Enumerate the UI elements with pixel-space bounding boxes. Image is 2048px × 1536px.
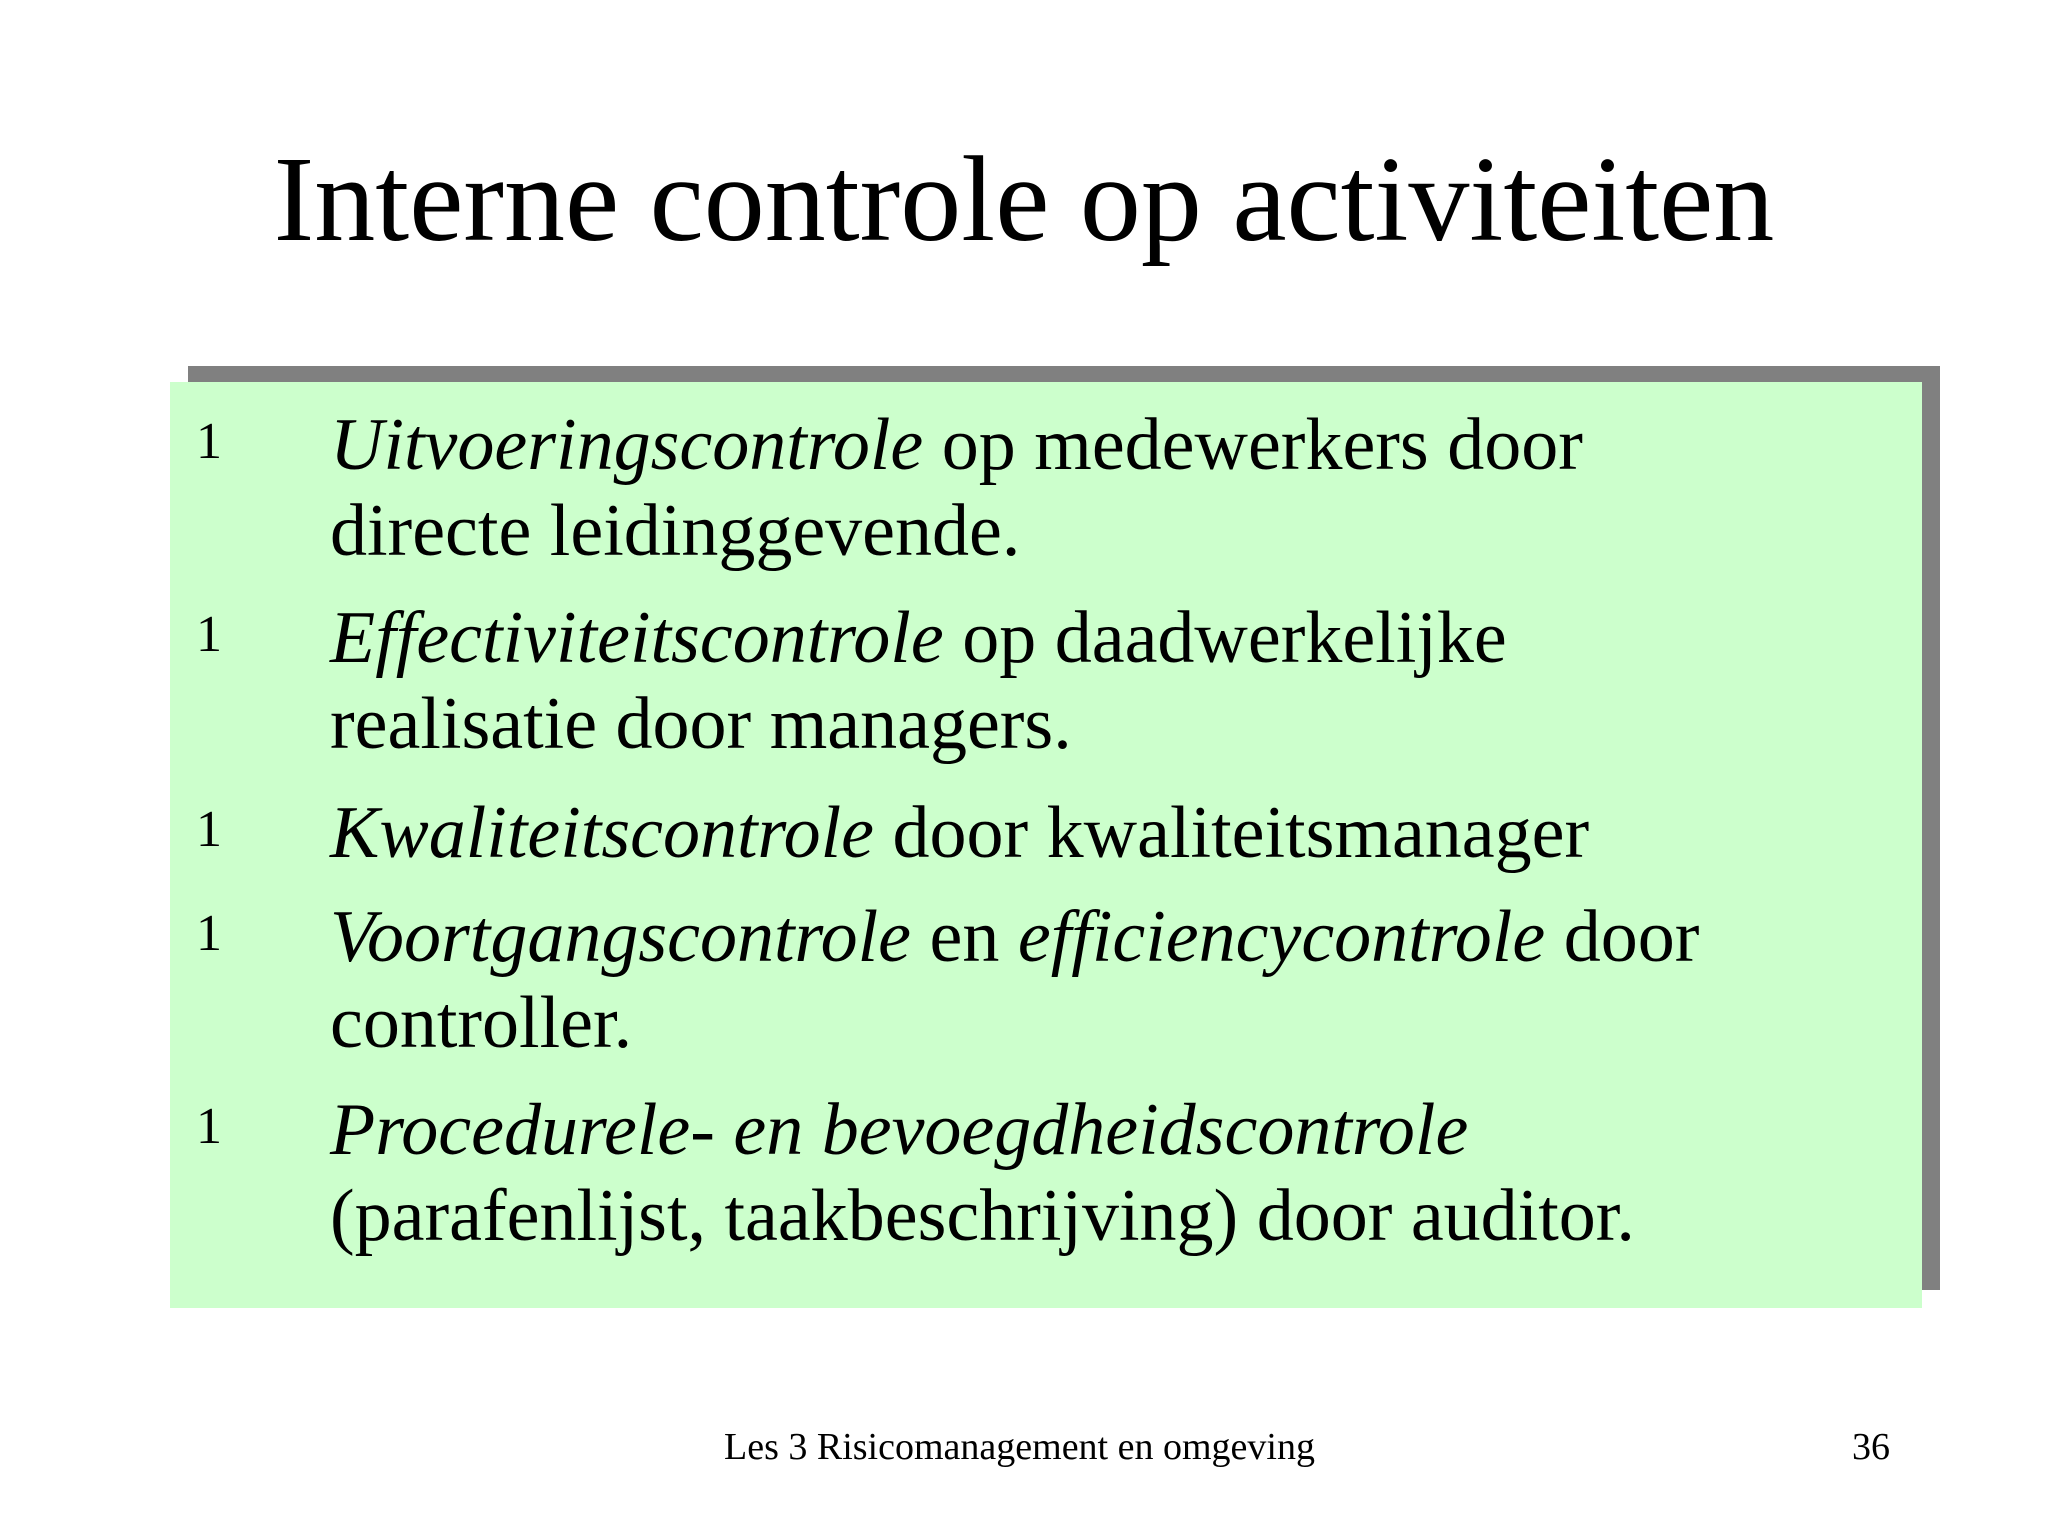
bullet-list — [170, 382, 1922, 1308]
slide-title: Interne controle op activiteiten — [273, 132, 1775, 267]
bullet-line: realisatie door managers. — [330, 683, 1072, 765]
bullet-marker: 1 — [196, 1098, 222, 1155]
bullet-text — [330, 595, 1892, 767]
content-box — [170, 382, 1922, 1308]
bullet-emphasis: Uitvoeringscontrole — [330, 404, 924, 486]
bullet-line: controller. — [330, 982, 633, 1064]
bullet-emphasis: Kwaliteitscontrole — [330, 792, 875, 874]
bullet-line — [330, 790, 1892, 876]
bullet-marker: 1 — [196, 905, 222, 962]
bullet-text — [330, 1087, 1892, 1259]
bullet-line: (parafenlijst, taakbeschrijving) door auditor. — [330, 1175, 1635, 1257]
bullet-marker: 1 — [196, 801, 222, 858]
bullet-text-rest: op medewerkers door — [923, 404, 1583, 486]
bullet-marker: 1 — [196, 606, 222, 663]
bullet-emphasis: Effectiviteitscontrole — [330, 597, 944, 679]
bullet-text — [330, 402, 1892, 574]
bullet-emphasis: efficiencycontrole — [1017, 896, 1546, 978]
bullet-line — [330, 1087, 1892, 1173]
bullet-text-rest: door — [1545, 896, 1700, 978]
bullet-emphasis: Procedurele- en bevoegdheidscontrole — [330, 1089, 1469, 1171]
bullet-line — [330, 595, 1892, 681]
bullet-text-mid: en — [911, 896, 1018, 978]
bullet-line: directe leidinggevende. — [330, 490, 1021, 572]
bullet-text-rest: door kwaliteitsmanager — [874, 792, 1590, 874]
bullet-text — [330, 790, 1892, 876]
bullet-emphasis: Voortgangscontrole — [330, 896, 912, 978]
bullet-line — [330, 402, 1892, 488]
slide-number: 36 — [1852, 1426, 1890, 1468]
footer-text: Les 3 Risicomanagement en omgeving — [724, 1426, 1315, 1468]
bullet-marker: 1 — [196, 413, 222, 470]
bullet-text-rest: op daadwerkelijke — [943, 597, 1507, 679]
bullet-line — [330, 894, 1892, 980]
bullet-text — [330, 894, 1892, 1066]
